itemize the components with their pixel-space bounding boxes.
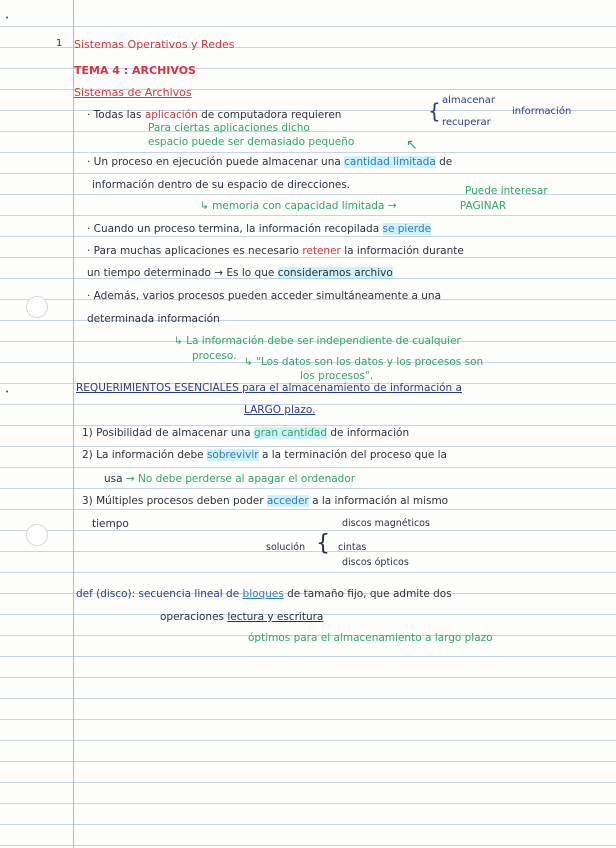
solution-item: discos ópticos xyxy=(342,557,409,568)
note-line: · Un proceso en ejecución puede almacenar una cantidad limitada de xyxy=(87,156,453,168)
highlight-term: gran cantidad xyxy=(253,427,328,439)
side-note: Puede interesar xyxy=(465,185,548,197)
margin-line xyxy=(73,0,74,848)
highlight-term: sobrevivir xyxy=(206,449,259,461)
brace-option: recuperar xyxy=(442,117,491,128)
quote-line: ↳ "Los datos son los datos y los procesos son xyxy=(244,356,484,368)
note-line: ↳ La información debe ser independiente de cualquier xyxy=(174,335,461,347)
definition-line: operaciones lectura y escritura xyxy=(160,611,324,623)
highlight-term: lectura y escritura xyxy=(227,611,324,623)
highlight-term: bloques xyxy=(242,588,284,600)
requirement-item: 2) La información debe sobrevivir a la terminación del proceso que la xyxy=(82,449,447,461)
side-note: óptimos para el almacenamiento a largo plazo xyxy=(248,632,493,644)
edge-mark: • xyxy=(5,388,10,396)
highlight-term: consideramos archivo xyxy=(277,267,393,279)
note-line: · Todas las aplicación de computadora requieren xyxy=(87,109,342,121)
note-line: un tiempo determinado → Es lo que consideramos archivo xyxy=(87,267,393,279)
requirement-item: tiempo xyxy=(92,518,129,530)
section-heading: Sistemas de Archivos xyxy=(74,86,192,99)
note-line: · Además, varios procesos pueden acceder simultáneamente a una xyxy=(87,290,442,302)
binder-hole-1 xyxy=(26,296,48,318)
brace-object: información xyxy=(512,106,572,117)
topic-heading: TEMA 4 : ARCHIVOS xyxy=(74,64,196,77)
solution-item: cintas xyxy=(338,542,367,553)
note-line: · Para muchas aplicaciones es necesario retener la información durante xyxy=(87,245,464,257)
edge-mark: • xyxy=(5,14,10,22)
solution-item: discos magnéticos xyxy=(342,518,430,529)
course-title: Sistemas Operativos y Redes xyxy=(74,38,235,51)
quote-line: los procesos". xyxy=(300,370,374,382)
requirement-item: 1) Posibilidad de almacenar una gran cantidad de información xyxy=(82,427,410,439)
note-line: · Cuando un proceso termina, la información recopilada se pierde xyxy=(87,223,432,235)
requirement-item: 3) Múltiples procesos deben poder acceder a la información al mismo xyxy=(82,495,449,507)
note-line: proceso. xyxy=(192,350,237,362)
side-note: espacio puede ser demasiado pequeño xyxy=(148,136,355,148)
note-line: información dentro de su espacio de direcciones. xyxy=(92,179,351,191)
page-number: 1 xyxy=(56,38,63,49)
brace-icon: { xyxy=(428,99,441,123)
highlight-term: cantidad limitada xyxy=(344,156,436,168)
requirements-heading: LARGO plazo. xyxy=(244,404,316,416)
highlight-term: se pierde xyxy=(382,223,432,235)
requirement-item: usa → No debe perderse al apagar el ordenador xyxy=(104,473,356,485)
highlight-term: PAGINAR xyxy=(459,200,507,212)
highlight-term: acceder xyxy=(266,495,309,507)
definition-line: def (disco): secuencia lineal de bloques de tamaño fijo, que admite dos xyxy=(76,588,452,600)
note-line: determinada información xyxy=(87,313,220,325)
requirements-heading: REQUERIMIENTOS ESENCIALES para el almacenamiento de información a xyxy=(76,382,462,394)
note-line: ↳ memoria con capacidad limitada → PAGINAR xyxy=(200,200,507,212)
brace-option: almacenar xyxy=(442,95,496,106)
highlight-term: retener xyxy=(302,245,341,257)
solution-label: solución xyxy=(266,542,306,553)
brace-icon: { xyxy=(316,531,330,556)
binder-hole-2 xyxy=(26,524,48,546)
highlight-term: aplicación xyxy=(144,109,198,121)
side-note: Para ciertas aplicaciones dicho xyxy=(148,122,310,134)
arrow-icon: ↖ xyxy=(406,137,418,153)
